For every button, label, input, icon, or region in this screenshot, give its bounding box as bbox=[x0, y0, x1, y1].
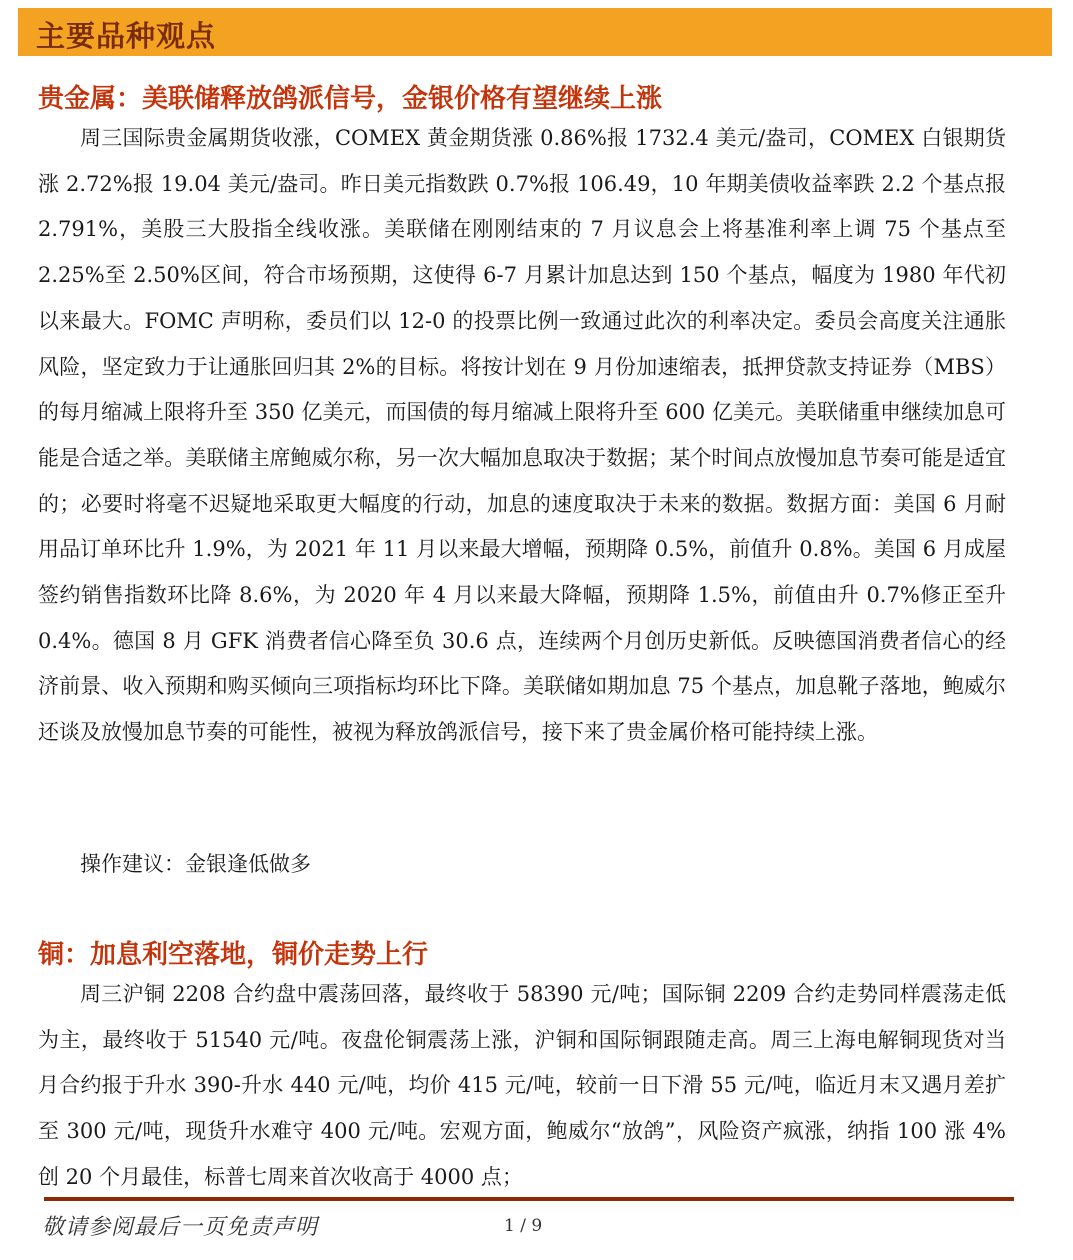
footer-divider bbox=[44, 1197, 1014, 1201]
section-header-title: 主要品种观点 bbox=[36, 19, 217, 53]
precious-metals-paragraph: 周三国际贵金属期货收涨，COMEX 黄金期货涨 0.86%报 1732.4 美元/盎司，COMEX 白银期货涨 2.72%报 19.04 美元/盎司。昨日美元指数跌 0.7%报 106.49，10 年期美债收益率跌 2.2 个基点报 2.791%，美股三大股指全线收涨。美联储在刚刚结束的 7 月议息会上将基准利率上调 75 个基点至 2.25%至 2.50%区间，符合市场预期，这使得 6-7 月累计加息达到 150 个基点，幅度为 1980 年代初以来最大。FOMC 声明称，委员们以 12-0 的投票比例一致通过此次的利率决定。委员会高度关注通胀风险，坚定致力于让通胀回归其 2%的目标。将按计划在 9 月份加速缩表，抵押贷款支持证券（MBS）的每月缩减上限将升至 350 亿美元，而国债的每月缩减上限将升至 600 亿美元。美联储重申继续加息可能是合适之举。美联储主席鲍威尔称，另一次大幅加息取决于数据；某个时间点放慢加息节奏可能是适宜的；必要时将毫不迟疑地采取更大幅度的行动，加息的速度取决于未来的数据。数据方面：美国 6 月耐用品订单环比升 1.9%，为 2021 年 11 月以来最大增幅，预期降 0.5%，前值升 0.8%。美国 6 月成屋签约销售指数环比降 8.6%，为 2020 年 4 月以来最大降幅，预期降 1.5%，前值由升 0.7%修正至升 0.4%。德国 8 月 GFK 消费者信心降至负 30.6 点，连续两个月创历史新低。反映德国消费者信心的经济前景、收入预期和购买倾向三项指标均环比下降。美联储如期加息 75 个基点，加息靴子落地，鲍威尔还谈及放慢加息节奏的可能性，被视为释放鸽派信号，接下来了贵金属价格可能持续上涨。 bbox=[38, 126, 1006, 745]
page-number: 1 / 9 bbox=[504, 1216, 543, 1236]
copper-paragraph: 周三沪铜 2208 合约盘中震荡回落，最终收于 58390 元/吨；国际铜 2209 合约走势同样震荡走低为主，最终收于 51540 元/吨。夜盘伦铜震荡上涨，沪铜和国际铜跟随走高。周三上海电解铜现货对当月合约报于升水 390-升水 440 元/吨，均价 415 元/吨，较前一日下滑 55 元/吨，临近月末又遇月差扩至 300 元/吨，现货升水难守 400 元/吨。宏观方面，鲍威尔“放鸽”，风险资产疯涨，纳指 100 涨 4%创 20 个月最佳，标普七周来首次收高于 4000 点； bbox=[38, 982, 1006, 1189]
footer-disclaimer: 敬请参阅最后一页免责声明 bbox=[42, 1215, 319, 1240]
precious-metals-heading: 贵金属：美联储释放鸽派信号，金银价格有望继续上涨 bbox=[38, 84, 663, 114]
section-header-bar bbox=[18, 8, 1052, 56]
copper-heading: 铜：加息利空落地，铜价走势上行 bbox=[38, 940, 429, 970]
precious-metals-advice: 操作建议：金银逢低做多 bbox=[80, 852, 311, 876]
